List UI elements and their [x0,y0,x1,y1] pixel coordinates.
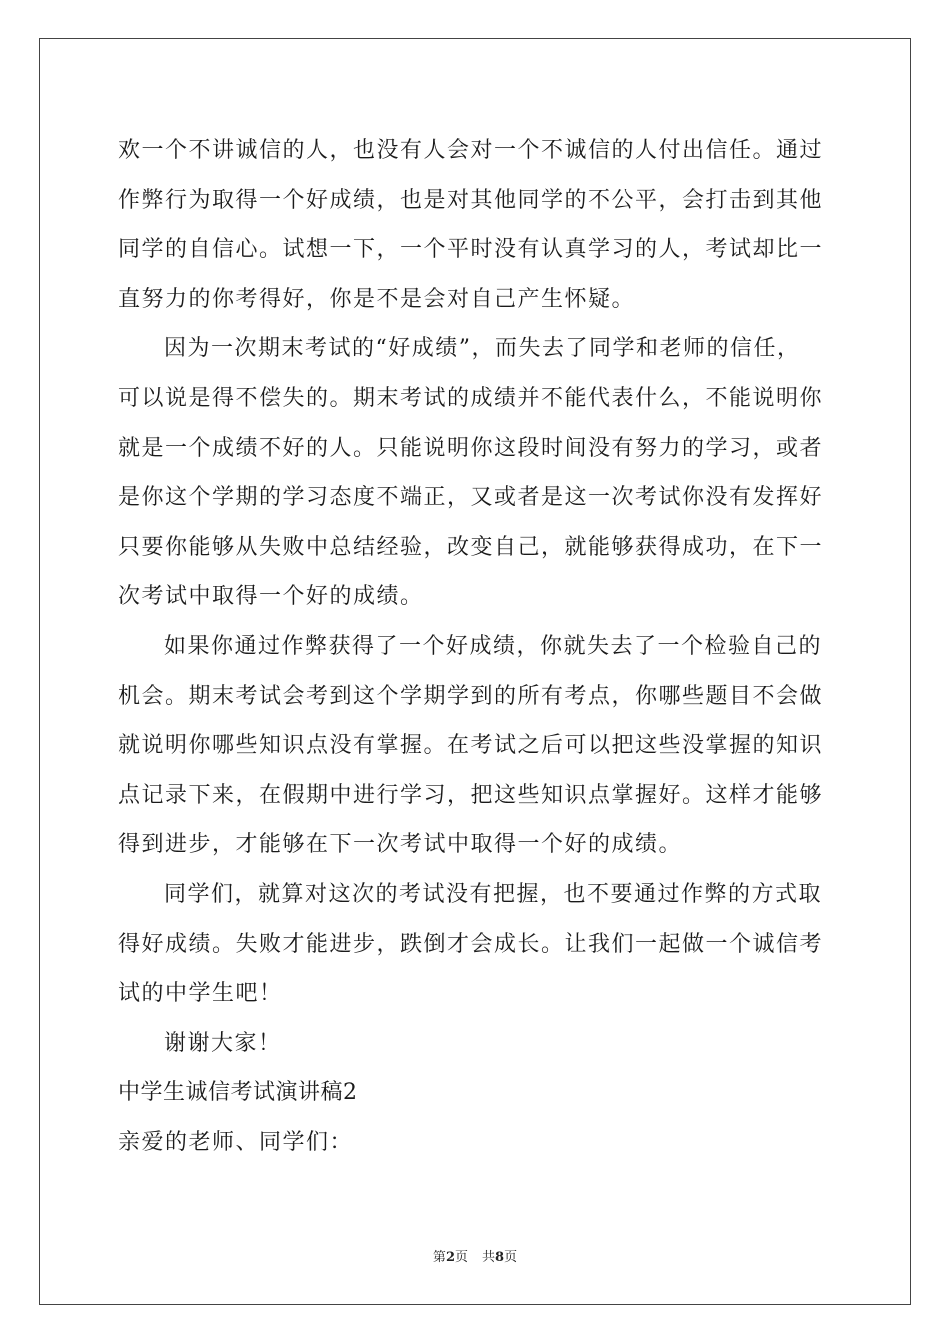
text-line: 点记录下来，在假期中进行学习，把这些知识点掌握好。这样才能够 [118,782,824,808]
paragraph [118,324,834,622]
page-prefix: 第 [432,1250,446,1265]
document-body [118,126,834,1167]
page-number: 2 [445,1250,455,1265]
text-line: 试的中学生吧！ [118,981,283,1007]
text-line: 是你这个学期的学习态度不端正，又或者是这一次考试你没有发挥好 [118,485,824,511]
total-suffix: 页 [504,1250,518,1265]
text-line: 只要你能够从失败中总结经验，改变自己，就能够获得成功，在下一 [118,534,824,560]
text-line: 得到进步，才能够在下一次考试中取得一个好的成绩。 [118,832,683,858]
text-line: 次考试中取得一个好的成绩。 [118,584,424,610]
paragraph [118,1019,834,1069]
text-line: 同学们，就算对这次的考试没有把握，也不要通过作弊的方式取 [164,881,823,907]
text-line: 就是一个成绩不好的人。只能说明你这段时间没有努力的学习，或者 [118,435,824,461]
text-line: 同学的自信心。试想一下，一个平时没有认真学习的人，考试却比一 [118,237,824,263]
salutation: 亲爱的老师、同学们： [118,1129,354,1155]
text-line: 欢一个不讲诚信的人，也没有人会对一个不诚信的人付出信任。通过 [118,138,824,163]
text-line: 就说明你哪些知识点没有掌握。在考试之后可以把这些没掌握的知识 [118,733,824,759]
text-line: 可以说是得不偿失的。期末考试的成绩并不能代表什么，不能说明你 [118,385,824,411]
text-line: 如果你通过作弊获得了一个好成绩，你就失去了一个检验自己的 [164,633,823,659]
text-line: 得好成绩。失败才能进步，跌倒才会成长。让我们一起做一个诚信考 [118,931,824,957]
total-pages: 8 [495,1250,505,1265]
page-footer [0,1246,950,1265]
paragraph [118,870,834,1019]
text-line: 作弊行为取得一个好成绩，也是对其他同学的不公平，会打击到其他 [118,187,824,213]
page-suffix: 页 [454,1250,468,1265]
document-heading: 中学生诚信考试演讲稿2 [118,1080,358,1106]
paragraph [118,126,834,324]
paragraph [118,622,834,870]
text-line: 机会。期末考试会考到这个学期学到的所有考点，你哪些题目不会做 [118,683,824,709]
text-line: 因为一次期末考试的“好成绩”，而失去了同学和老师的信任， [164,336,801,362]
total-prefix: 共 [482,1250,496,1265]
text-line: 直努力的你考得好，你是不是会对自己产生怀疑。 [118,286,636,312]
closing-line: 谢谢大家！ [164,1030,282,1056]
